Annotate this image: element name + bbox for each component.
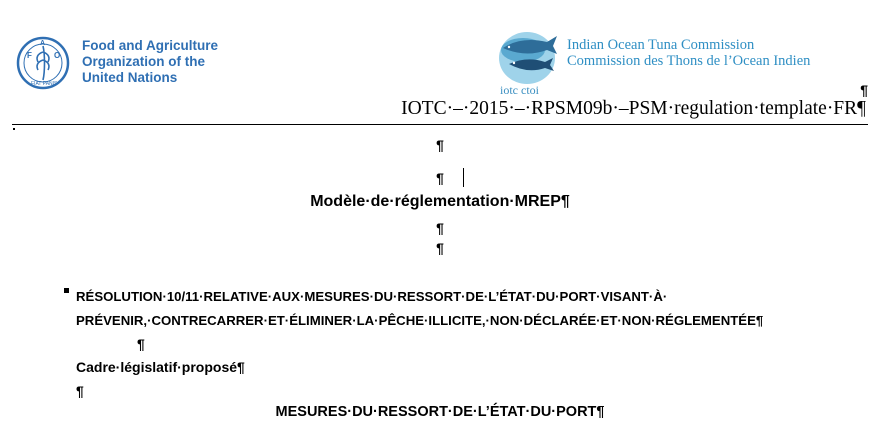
anchor-mark (13, 128, 15, 130)
iotc-name-fr: Commission des Thons de l’Ocean Indien (567, 53, 811, 69)
document-reference: IOTC·–·2015·–·RPSM09b·–PSM·regulation·template·FR¶ (401, 98, 866, 119)
keep-with-next-marker (64, 288, 69, 293)
iotc-logo (497, 28, 563, 86)
iotc-name-en: Indian Ocean Tuna Commission (567, 37, 755, 53)
fao-name-line-3: United Nations (82, 70, 178, 85)
svg-text:A: A (40, 40, 46, 47)
svg-text:F: F (27, 51, 32, 60)
fao-name-line-1: Food and Agriculture (82, 38, 218, 53)
header-pilcrow: ¶ (860, 82, 868, 98)
resolution-title-line-2: PRÉVENIR,·CONTRECARRER·ET·ÉLIMINER·LA·PÊCHE·ILLICITE,·NON·DÉCLARÉE·ET·NON·RÉGLEMENTÉE¶ (76, 313, 764, 328)
document-title: Modèle·de·réglementation·MREP¶ (310, 193, 570, 210)
header-divider (12, 124, 868, 125)
empty-paragraph: ¶ (436, 240, 444, 256)
indented-pilcrow: ¶ (137, 336, 145, 352)
framework-label: Cadre·législatif·proposé¶ (76, 359, 245, 375)
empty-paragraph: ¶ (436, 137, 444, 153)
svg-text:FIAT PANIS: FIAT PANIS (31, 81, 58, 87)
svg-text:O: O (54, 51, 61, 60)
fao-name-line-2: Organization of the (82, 54, 205, 69)
fao-logo (14, 36, 72, 90)
section-title: MESURES·DU·RESSORT·DE·L’ÉTAT·DU·PORT¶ (275, 404, 605, 420)
empty-paragraph: ¶ (436, 220, 444, 236)
empty-paragraph: ¶ (436, 170, 444, 186)
empty-paragraph: ¶ (76, 383, 84, 399)
iotc-sub-label: iotc ctoi (500, 83, 539, 97)
resolution-title-line-1: RÉSOLUTION·10/11·RELATIVE·AUX·MESURES·DU·RESSORT·DE·L’ÉTAT·DU·PORT·VISANT·À· (76, 289, 668, 304)
